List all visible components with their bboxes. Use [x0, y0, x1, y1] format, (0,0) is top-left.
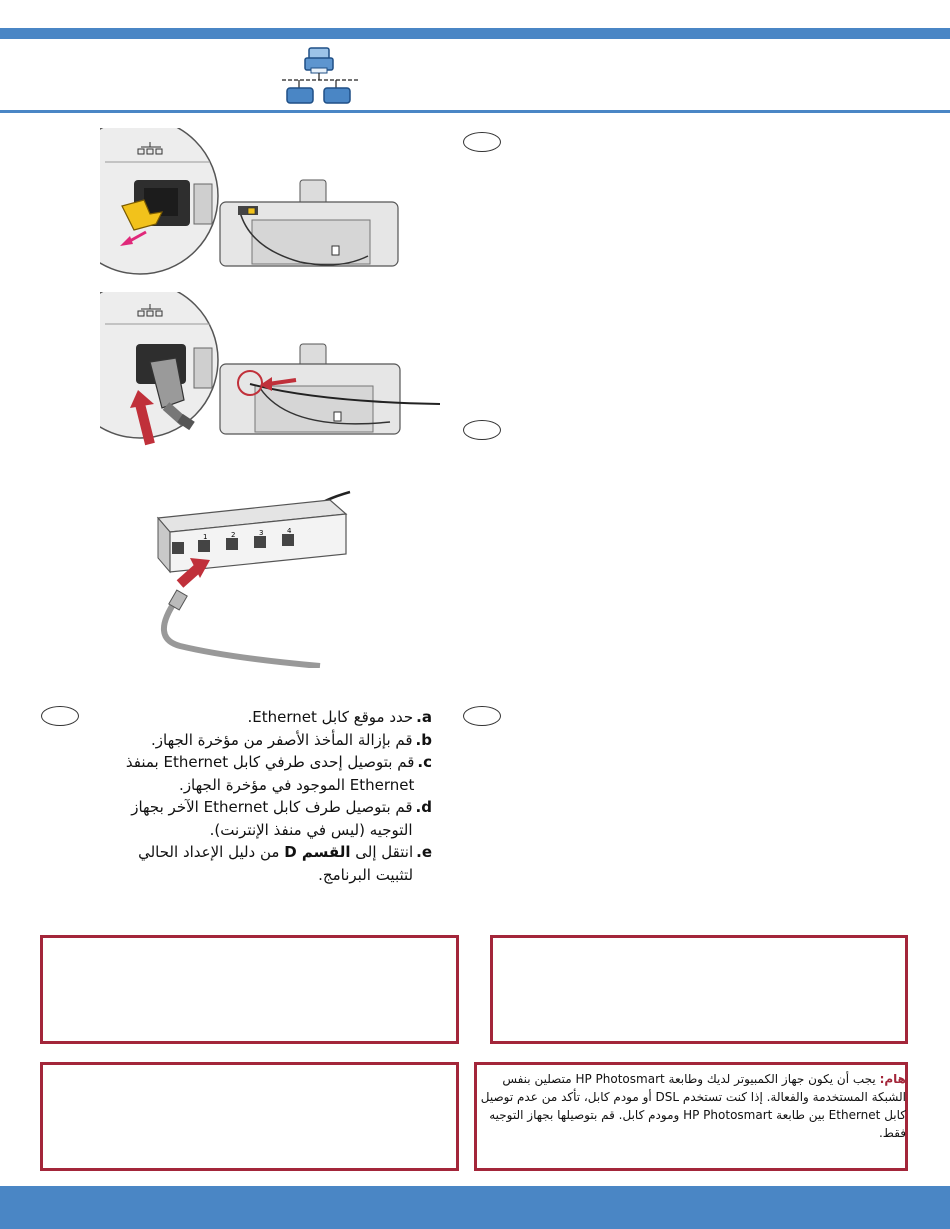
language-marker-oval — [463, 132, 501, 152]
figure-connect-cable-router — [150, 488, 360, 668]
top-color-band — [0, 28, 950, 39]
step-d: d. قم بتوصيل طرف كابل Ethernet الآخر بجهاز التوجيه (ليس في منفذ الإنترنت). — [131, 798, 432, 839]
router-port-2: 2 — [231, 531, 236, 539]
router-port-1: 1 — [203, 533, 208, 541]
note-box-empty — [40, 1062, 459, 1171]
figure-remove-yellow-plug — [100, 128, 410, 276]
step-b: b. قم بإزالة المأخذ الأصفر من مؤخرة الجهاز. — [151, 730, 432, 749]
important-label: هام: — [879, 1072, 906, 1086]
language-marker-oval — [463, 706, 501, 726]
header-rule — [0, 110, 950, 113]
important-text: يجب أن يكون جهاز الكمبيوتر لديك وطابعة HP Photosmart متصلين بنفس الشبكة المستخدمة والفعالة. إذا كنت تستخدم DSL أو مودم كابل، تأكد من عدم توصيل كابل Ethernet بين طابعة HP Photosmart ومودم كابل. قم بتوصيلها بجهاز التوجيه فقط. — [480, 1072, 906, 1140]
language-marker-oval — [463, 420, 501, 440]
step-a: a. حدد موقع كابل Ethernet. — [247, 708, 432, 726]
step-e: e. انتقل إلى القسم D من دليل الإعداد الحالي لتثبيت البرنامج. — [138, 843, 432, 884]
step-c: c. قم بتوصيل إحدى طرفي كابل Ethernet بمنفذ Ethernet الموجود في مؤخرة الجهاز. — [125, 753, 432, 794]
section-d-reference: القسم D — [284, 843, 351, 861]
network-printer-icon — [282, 44, 358, 106]
router-port-3: 3 — [259, 529, 264, 537]
figure-connect-cable-printer — [100, 292, 450, 450]
router-port-4: 4 — [287, 527, 292, 535]
important-note — [480, 1070, 906, 1142]
bottom-color-band — [0, 1186, 950, 1229]
note-box-empty — [40, 935, 459, 1044]
note-box-empty — [490, 935, 908, 1044]
instruction-steps — [12, 706, 432, 886]
